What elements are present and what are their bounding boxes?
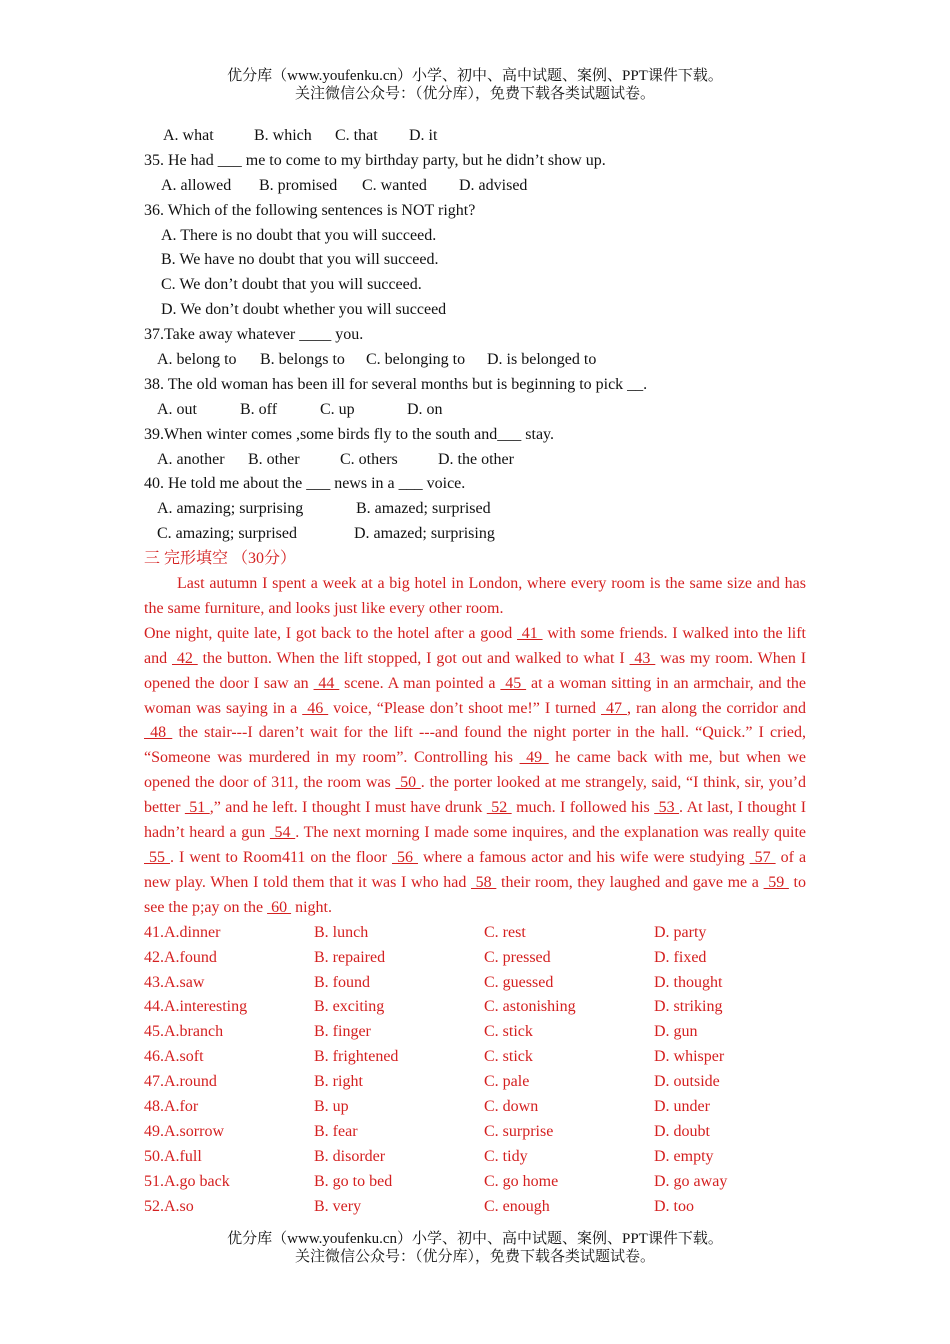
passage-text: to see the p;ay on the — [144, 873, 806, 916]
choice-option: C. down — [484, 1097, 539, 1115]
passage-text: of a new play. When I told them that it was I who had — [144, 849, 807, 891]
choice-option: D. party — [654, 923, 707, 941]
choice-option: 42.A.found — [144, 948, 217, 966]
cloze-blank: 51 — [184, 799, 210, 817]
footer-line-1: 优分库（www.youfenku.cn）小学、初中、高中试题、案例、PPT课件下载。 — [227, 1231, 723, 1247]
passage-text: was my room. When I opened the door I saw an — [144, 649, 807, 692]
cloze-blank: 49 — [519, 749, 549, 767]
q34-option-a: A. what — [163, 127, 214, 144]
choice-option: B. lunch — [314, 923, 369, 941]
passage-text: scene. A man pointed a — [339, 674, 501, 692]
choice-row — [144, 1095, 806, 1120]
choice-option: B. frightened — [314, 1048, 399, 1066]
page-footer — [0, 1230, 950, 1266]
cloze-blank: 45 — [500, 674, 527, 692]
passage-text: ,” and he left. I thought I must have drunk — [209, 799, 487, 817]
cloze-blank: 52 — [486, 799, 512, 817]
choice-option: D. outside — [654, 1073, 720, 1091]
choice-option: D. go away — [654, 1172, 728, 1190]
choice-option: C. stick — [484, 1048, 533, 1066]
cloze-blank: 57 — [749, 849, 776, 866]
choice-option: D. too — [654, 1197, 694, 1215]
choice-option: B. very — [314, 1197, 362, 1215]
choice-option: C. surprise — [484, 1122, 554, 1140]
choice-option: 47.A.round — [144, 1073, 217, 1091]
q40-option-c: C. amazing; surprised — [157, 525, 297, 543]
choice-option: B. up — [314, 1097, 349, 1115]
choice-option: D. striking — [654, 998, 723, 1016]
passage-text: . the porter looked at me strangely, said, “I think, sir, you’d better — [144, 774, 807, 817]
passage-text: . I went to Room411 on the floor — [170, 849, 392, 866]
choice-row — [144, 1020, 806, 1045]
choice-option: B. found — [314, 973, 370, 991]
cloze-blank: 46 — [302, 699, 329, 717]
q36-stem: 36. Which of the following sentences is NOT right? — [144, 201, 476, 219]
choice-option: 46.A.soft — [144, 1048, 204, 1066]
choice-option: B. fear — [314, 1122, 358, 1140]
q36-option-b: B. We have no doubt that you will succeed. — [161, 251, 439, 269]
q34-options — [144, 124, 806, 149]
q36-option-d: D. We don’t doubt whether you will succeed — [161, 301, 447, 319]
choice-option: B. right — [314, 1073, 363, 1091]
section-3-title: 三 完形填空 （30分） — [144, 550, 297, 568]
q37-option-d: D. is belonged to — [487, 351, 597, 369]
cloze-blank: 48 — [144, 724, 173, 742]
passage-text: voice, “Please don’t shoot me!” I turned — [328, 699, 601, 717]
choice-option: 43.A.saw — [144, 973, 205, 991]
choice-row — [144, 921, 806, 946]
footer-line-2: 关注微信公众号：（优分库），免费下载各类试题试卷。 — [294, 1249, 655, 1265]
cloze-blank: 55 — [144, 849, 170, 866]
choice-option: C. astonishing — [484, 998, 576, 1016]
q40-stem: 40. He told me about the ___ news in a ___ voice. — [144, 475, 466, 493]
passage-text: with some friends. I walked into the lift and — [144, 624, 807, 667]
choice-row — [144, 1145, 806, 1170]
cloze-blank: 50 — [395, 774, 421, 792]
q37-option-a: A. belong to — [157, 351, 237, 369]
choice-row — [144, 1170, 806, 1195]
q38-options — [144, 398, 806, 423]
choice-option: 51.A.go back — [144, 1172, 230, 1190]
passage-paragraph-2 — [144, 622, 806, 921]
passage-text: much. I followed his — [511, 799, 655, 817]
cloze-blank: 42 — [171, 649, 198, 667]
choice-option: B. finger — [314, 1023, 371, 1041]
cloze-blank: 59 — [763, 873, 789, 891]
q39-option-b: B. other — [248, 450, 300, 468]
cloze-blank: 53 — [654, 799, 680, 817]
exam-content — [144, 124, 806, 1219]
q34-option-d: D. it — [409, 127, 438, 144]
choice-option: D. gun — [654, 1023, 698, 1041]
page-header — [0, 67, 950, 103]
q40-option-a: A. amazing; surprising — [157, 500, 304, 518]
choice-option: C. stick — [484, 1023, 533, 1041]
q35-option-d: D. advised — [459, 176, 528, 194]
q36-option-c: C. We don’t doubt that you will succeed. — [161, 276, 422, 294]
choice-option: C. enough — [484, 1197, 550, 1215]
choice-option: 45.A.branch — [144, 1023, 224, 1041]
choice-option: D. under — [654, 1097, 710, 1115]
cloze-blank: 56 — [392, 849, 418, 866]
choice-option: B. disorder — [314, 1147, 386, 1165]
header-line-2: 关注微信公众号：（优分库），免费下载各类试题试卷。 — [294, 86, 655, 102]
q37-option-b: B. belongs to — [260, 351, 345, 369]
choice-row — [144, 946, 806, 971]
q38-option-d: D. on — [407, 400, 443, 418]
choice-option: 44.A.interesting — [144, 998, 248, 1016]
cloze-blank: 44 — [313, 674, 340, 692]
cloze-passage — [144, 572, 806, 921]
choice-option: D. doubt — [654, 1122, 710, 1140]
q39-options — [144, 448, 806, 473]
passage-text: the button. When the lift stopped, I got out and walked to what I — [197, 649, 630, 667]
choice-row — [144, 971, 806, 996]
q37-option-c: C. belonging to — [366, 351, 466, 369]
choice-option: 50.A.full — [144, 1147, 202, 1165]
choice-option: B. go to bed — [314, 1172, 393, 1190]
choice-option: C. tidy — [484, 1147, 528, 1165]
choice-row — [144, 1070, 806, 1095]
q40-option-b: B. amazed; surprised — [356, 500, 491, 518]
q35-stem: 35. He had ___ me to come to my birthday party, but he didn’t show up. — [144, 151, 606, 169]
q37-options — [144, 348, 806, 373]
cloze-blank: 58 — [471, 873, 497, 891]
passage-text: One night, quite late, I got back to the hotel after a good — [144, 624, 518, 642]
choice-option: 49.A.sorrow — [144, 1122, 224, 1140]
choice-option: C. pale — [484, 1073, 530, 1091]
q38-option-b: B. off — [240, 400, 278, 418]
choice-option: B. exciting — [314, 998, 385, 1016]
choice-option: 48.A.for — [144, 1097, 199, 1115]
passage-text: he came back with me, but when we opened the door of 311, the room was — [144, 749, 806, 792]
choice-option: D. fixed — [654, 948, 707, 966]
choice-option: C. guessed — [484, 973, 554, 991]
q38-option-a: A. out — [157, 400, 197, 418]
choice-option: 41.A.dinner — [144, 923, 221, 941]
choice-option: C. pressed — [484, 948, 551, 966]
choice-row — [144, 995, 806, 1020]
q39-stem: 39.When winter comes ,some birds fly to the south and___ stay. — [144, 425, 554, 443]
q38-stem: 38. The old woman has been ill for several months but is beginning to pick __. — [144, 375, 648, 393]
choice-option: C. go home — [484, 1172, 559, 1190]
cloze-blank: 54 — [269, 824, 296, 842]
choice-option: D. empty — [654, 1147, 714, 1165]
passage-text: , ran along the corridor and — [626, 699, 807, 717]
cloze-blank: 47 — [601, 699, 627, 717]
passage-text: . The next morning I made some inquires, and the explanation was really quite — [295, 824, 807, 842]
passage-text: night. — [291, 898, 332, 916]
cloze-blank: 43 — [629, 649, 656, 667]
q36-option-a: A. There is no doubt that you will succeed. — [161, 226, 437, 244]
cloze-choices — [144, 921, 806, 1220]
q35-option-a: A. allowed — [161, 176, 232, 194]
choice-option: D. thought — [654, 973, 723, 991]
q35-options — [144, 174, 806, 199]
choice-option: D. whisper — [654, 1048, 725, 1066]
passage-text: their room, they laughed and gave me a — [496, 873, 764, 891]
choice-row — [144, 1120, 806, 1145]
choice-option: C. rest — [484, 923, 526, 941]
q40-options-row2 — [144, 522, 806, 547]
header-line-1: 优分库（www.youfenku.cn）小学、初中、高中试题、案例、PPT课件下载。 — [227, 68, 723, 84]
q39-option-d: D. the other — [438, 450, 514, 468]
choice-option: B. repaired — [314, 948, 386, 966]
choice-row — [144, 1045, 806, 1070]
q39-option-c: C. others — [340, 450, 398, 468]
q38-option-c: C. up — [320, 400, 355, 418]
q40-options-row1 — [144, 497, 806, 522]
passage-text: at a woman sitting in an armchair, and the woman was saying in a — [144, 674, 807, 717]
choice-row — [144, 1195, 806, 1220]
cloze-blank: 41 — [517, 624, 543, 642]
q34-option-b: B. which — [254, 127, 312, 144]
passage-text: the stair---I daren’t wait for the lift ---and found the night porter in the hall. “Quick.” I cried, “Someone was murdered in my room”. Controlling his — [144, 724, 807, 767]
q37-stem: 37.Take away whatever ____ you. — [144, 326, 364, 344]
q34-option-c: C. that — [335, 127, 378, 144]
passage-text: where a famous actor and his wife were studying — [418, 849, 750, 866]
q35-option-c: C. wanted — [362, 176, 427, 194]
choice-option: 52.A.so — [144, 1197, 194, 1215]
q40-option-d: D. amazed; surprising — [354, 525, 495, 543]
cloze-blank: 60 — [267, 898, 292, 916]
passage-paragraph-1: Last autumn I spent a week at a big hotel in London, where every room is the same size and has the same furniture, and looks just like every other room. — [144, 575, 806, 617]
passage-text: . At last, I thought I hadn’t heard a gun — [144, 799, 807, 842]
q39-option-a: A. another — [157, 450, 225, 468]
q35-option-b: B. promised — [259, 176, 338, 194]
